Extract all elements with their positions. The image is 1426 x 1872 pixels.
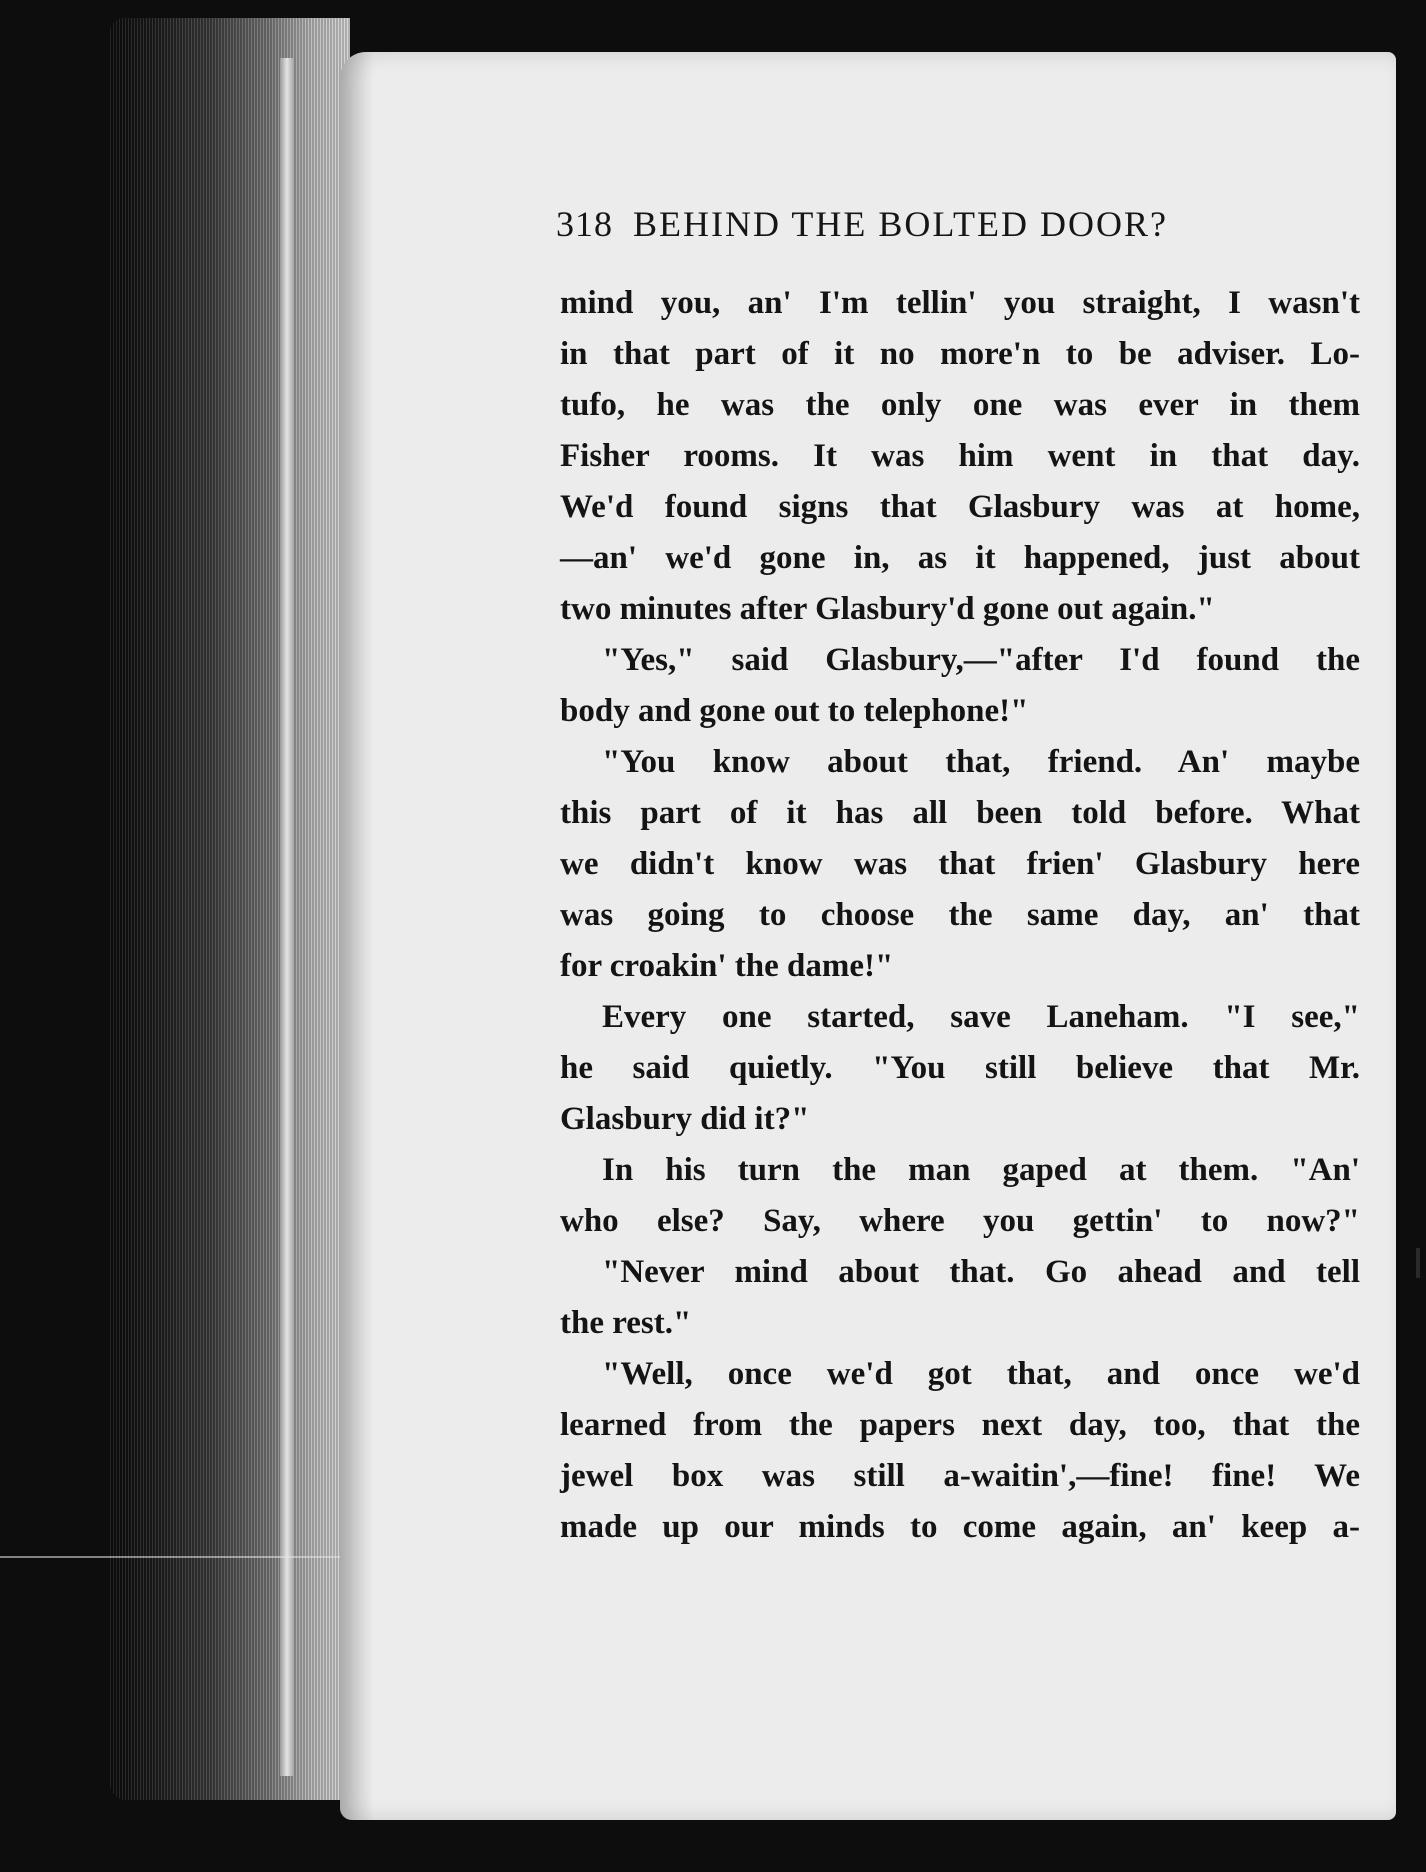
text-line: he said quietly. "You still believe that Mr. bbox=[560, 1050, 1360, 1086]
text-line: two minutes after Glasbury'd gone out again." bbox=[560, 591, 1215, 627]
text-line: Glasbury did it?" bbox=[560, 1101, 810, 1137]
text-line: was going to choose the same day, an' that bbox=[560, 897, 1360, 933]
text-line: body and gone out to telephone!" bbox=[560, 693, 1029, 729]
gutter-shadow bbox=[340, 52, 374, 1820]
text-line: for croakin' the dame!" bbox=[560, 948, 894, 984]
text-line: in that part of it no more'n to be adviser. Lo- bbox=[560, 336, 1360, 372]
text-line: Fisher rooms. It was him went in that day. bbox=[560, 438, 1360, 474]
text-line: Every one started, save Laneham. "I see," bbox=[602, 999, 1360, 1035]
text-line: this part of it has all been told before. What bbox=[560, 795, 1360, 831]
text-line: "You know about that, friend. An' maybe bbox=[602, 744, 1360, 780]
text-line: the rest." bbox=[560, 1305, 692, 1341]
page-number: 318 bbox=[556, 204, 613, 244]
edge-mark bbox=[1416, 1248, 1420, 1278]
scan-artifact-line bbox=[0, 1556, 360, 1558]
text-line: "Never mind about that. Go ahead and tell bbox=[602, 1254, 1360, 1290]
text-line: We'd found signs that Glasbury was at home, bbox=[560, 489, 1360, 525]
text-line: "Well, once we'd got that, and once we'd bbox=[602, 1356, 1360, 1392]
body-text bbox=[560, 278, 1360, 1553]
text-line: jewel box was still a-waitin',—fine! fine! We bbox=[560, 1458, 1360, 1494]
running-head bbox=[556, 198, 1256, 250]
text-line: mind you, an' I'm tellin' you straight, I wasn't bbox=[560, 285, 1360, 321]
text-line: "Yes," said Glasbury,—"after I'd found the bbox=[602, 642, 1360, 678]
running-title: BEHIND THE BOLTED DOOR? bbox=[633, 204, 1168, 244]
text-line: we didn't know was that frien' Glasbury here bbox=[560, 846, 1360, 882]
text-line: learned from the papers next day, too, that the bbox=[560, 1407, 1360, 1443]
text-line: In his turn the man gaped at them. "An' bbox=[602, 1152, 1360, 1188]
text-line: who else? Say, where you gettin' to now?" bbox=[560, 1203, 1360, 1239]
text-line: —an' we'd gone in, as it happened, just about bbox=[560, 540, 1360, 576]
page-stack-edges bbox=[110, 18, 350, 1800]
text-line: made up our minds to come again, an' keep a- bbox=[560, 1509, 1360, 1545]
text-line: tufo, he was the only one was ever in them bbox=[560, 387, 1360, 423]
